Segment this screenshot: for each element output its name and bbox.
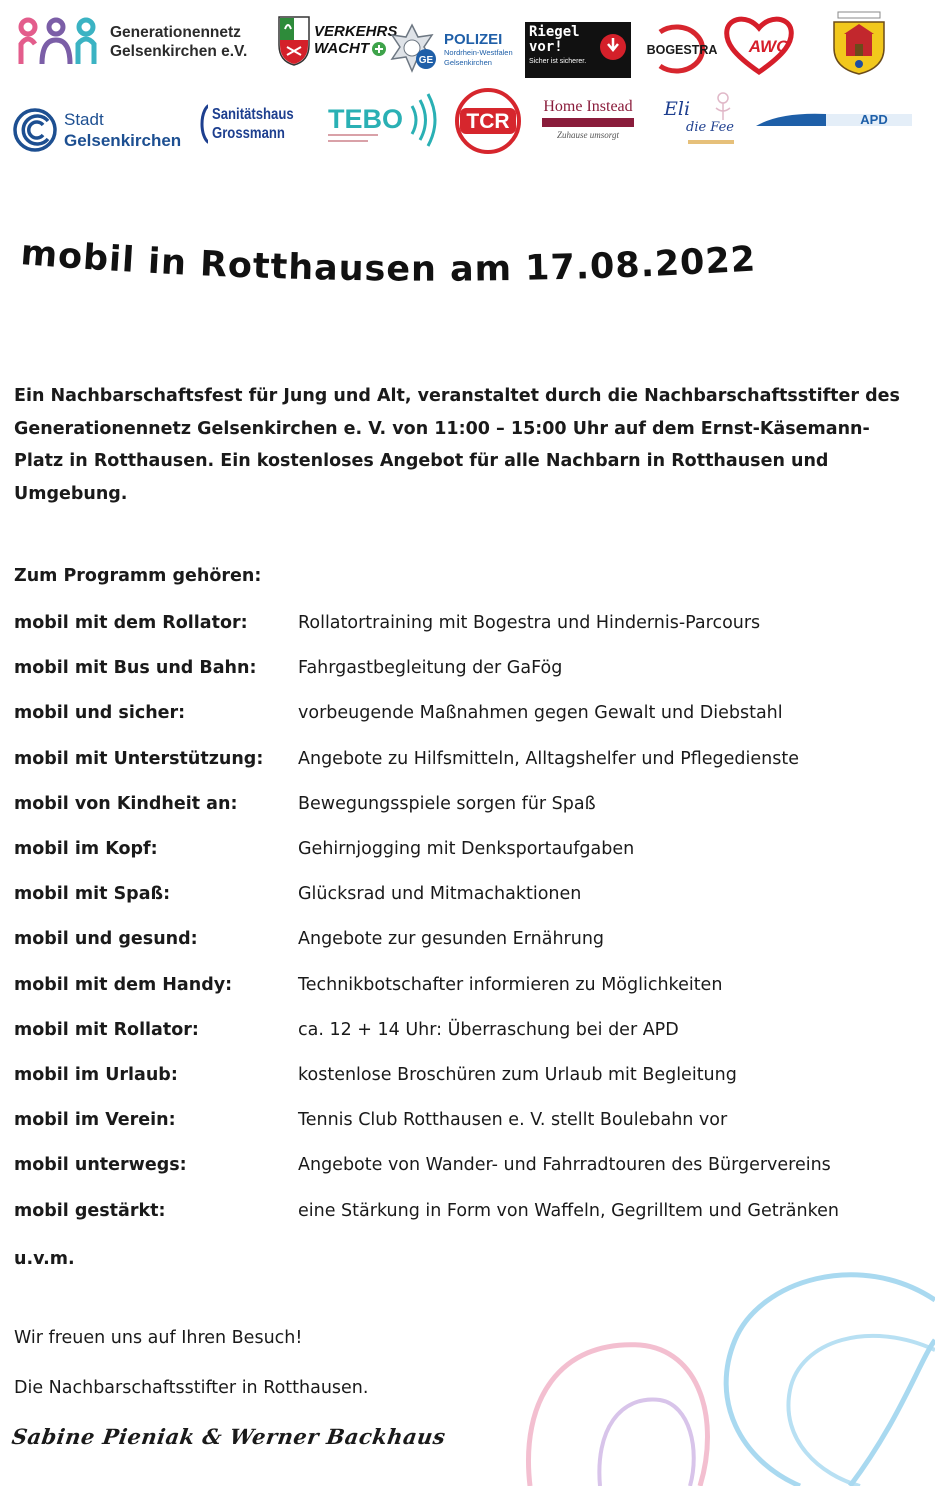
riegel-line1: Riegel [529,24,580,40]
event-title-text: mobil in Rotthausen am 17.08.2022 [19,233,758,290]
stadt-ring-icon [12,105,58,155]
stadt-city: Gelsenkirchen [64,131,182,150]
program-label: mobil im Urlaub: [14,1065,178,1085]
program-label: mobil mit Rollator: [14,1019,199,1040]
riegel-line2: vor! [529,39,563,55]
eli-die-fee-logo [660,88,744,150]
sanitaetshaus-word: Sanitätshaus [212,106,295,123]
closing-sender: Die Nachbarschaftsstifter in Rotthausen. [14,1378,369,1398]
program-row [14,1020,919,1050]
home-instead-slogan: Zuhause umsorgt [557,130,619,140]
tcr-ball-icon [454,88,522,154]
program-label: mobil mit dem Rollator: [14,613,248,633]
verkehrswacht-line2: WACHT [314,40,369,57]
program-description: eine Stärkung in Form von Waffeln, Gegrilltem und Getränken [298,1200,839,1221]
event-title [0,200,935,320]
program-label: mobil mit Spaß: [14,884,171,905]
program-row [14,839,919,869]
stadt-gelsenkirchen-logo [12,102,192,158]
intro-line: Ein Nachbarschaftsfest für Jung und Alt, veranstaltet durch die Nachbarschaftsstifter des [14,386,900,406]
intro-line: Platz in Rotthausen. Ein kostenloses Angebot für alle Nachbarn in Rotthausen und [14,451,829,471]
generationennetz-figures-icon [16,16,102,68]
nrw-coat-of-arms-logo [277,15,311,67]
program-label: mobil im Kopf: [14,839,158,859]
tcr-name: TCR [466,110,510,133]
home-instead-logo [540,98,636,154]
tebo-logo [328,92,440,152]
polizei-name: POLIZEI [444,30,503,48]
grossmann-emblem-icon [200,102,208,146]
home-instead-name: Home Instead [543,98,633,115]
eli-underline [688,140,734,144]
eli-word: Eli [664,98,691,120]
program-label: mobil mit Unterstützung: [14,748,264,769]
tcr-logo [454,88,522,154]
nrw-shield-icon [277,15,311,67]
program-row [14,1110,919,1140]
apd-logo [756,108,912,128]
program-description: Angebote zur gesunden Ernährung [298,929,605,950]
program-row [14,1155,919,1185]
apd-swoosh-icon [756,108,912,128]
program-label: mobil mit dem Handy: [14,974,233,995]
verkehrswacht-logo [314,14,398,76]
program-description: Angebote von Wander- und Fahrradtouren des Bürgervereins [298,1155,831,1176]
program-label: mobil gestärkt: [14,1200,166,1221]
program-description: Bewegungsspiele sorgen für Spaß [298,793,596,814]
program-description: Glücksrad und Mitmachaktionen [298,884,582,905]
program-heading: Zum Programm gehören: [14,566,262,586]
polizei-badge-text: GE [418,55,434,66]
program-label: mobil und sicher: [14,703,186,724]
police-star-badge-icon [388,21,440,77]
sanitaetshaus-grossmann-logo [200,98,312,150]
program-row [14,1201,919,1231]
program-label: mobil im Verein: [14,1110,176,1131]
deco-curve-blue-inner [788,1336,935,1486]
program-description: Tennis Club Rotthausen e. V. stellt Boulebahn vor [298,1110,728,1131]
awo-heart-icon [723,14,795,76]
plus-circle-icon [371,41,387,57]
signature: Sabine Pieniak & Werner Backhaus [10,1424,448,1449]
polizei-logo [388,18,518,80]
tebo-name: TEBO [328,104,404,134]
program-description: Fahrgastbegleitung der GaFög [298,658,563,679]
generationennetz-name: Generationennetz [110,24,241,41]
bogestra-name: BOGESTRA [646,43,718,57]
intro-paragraph [14,380,914,510]
svg-text:mobil in Rotthausen am 17.08.2 [19,233,757,290]
intro-line: Generationennetz Gelsenkirchen e. V. von 11:00 – 15:00 Uhr auf dem Ernst-Käsemann- [14,418,870,439]
home-instead-bar [542,118,634,127]
program-row [14,749,919,779]
riegel-vor-logo [525,22,631,78]
program-label: mobil mit Bus und Bahn: [14,658,257,679]
awo-name: AWO [748,37,790,56]
generationennetz-city: Gelsenkirchen e.V. [110,43,248,60]
program-label: mobil und gesund: [14,929,198,950]
program-label: mobil unterwegs: [14,1155,187,1176]
riegel-slogan: Sicher ist sicherer. [529,58,587,65]
rotthausen-coat-of-arms-logo [828,8,890,76]
program-row [14,703,919,733]
program-row [14,613,919,643]
program-row [14,1065,919,1095]
generationennetz-logo [16,14,266,70]
polizei-city: Gelsenkirchen [444,57,492,67]
program-row [14,975,919,1005]
verkehrswacht-line1: VERKEHRS [314,23,398,40]
deco-curve-lilac [599,1400,693,1486]
program-description: Technikbotschafter informieren zu Möglichkeiten [298,974,723,995]
apd-name: APD [860,112,888,127]
awo-logo [723,14,795,76]
grossmann-word: Grossmann [212,125,286,142]
program-more: u.v.m. [14,1249,75,1269]
program-row [14,884,919,914]
stadt-word: Stadt [64,110,104,129]
program-description: Rollatortraining mit Bogestra und Hindernis-Parcours [298,613,761,633]
program-description: vorbeugende Maßnahmen gegen Gewalt und Diebstahl [298,703,783,724]
die-fee-word: die Fee [686,120,735,135]
rotthausen-shield-icon [828,8,890,76]
deco-curve-blue [726,1275,935,1486]
closing-greeting: Wir freuen uns auf Ihren Besuch! [14,1328,303,1348]
deco-curve-blue-outer [850,1340,935,1486]
program-description: ca. 12 + 14 Uhr: Überraschung bei der APD [298,1019,679,1040]
program-description: Angebote zu Hilfsmitteln, Alltagshelfer und Pflegedienste [298,748,799,769]
stop-sign-icon [598,32,628,62]
tebo-signal-icon [328,92,440,152]
program-description: Gehirnjogging mit Denksportaufgaben [298,839,635,859]
program-row [14,658,919,688]
program-description: kostenlose Broschüren zum Urlaub mit Begleitung [298,1065,737,1085]
program-row [14,794,919,824]
fairy-icon [708,88,738,128]
bogestra-ring-icon [646,22,718,76]
program-row [14,929,919,959]
intro-line: Umgebung. [14,483,128,504]
bogestra-logo [646,22,718,76]
polizei-state: Nordrhein-Westfalen [444,47,513,57]
program-label: mobil von Kindheit an: [14,793,238,814]
